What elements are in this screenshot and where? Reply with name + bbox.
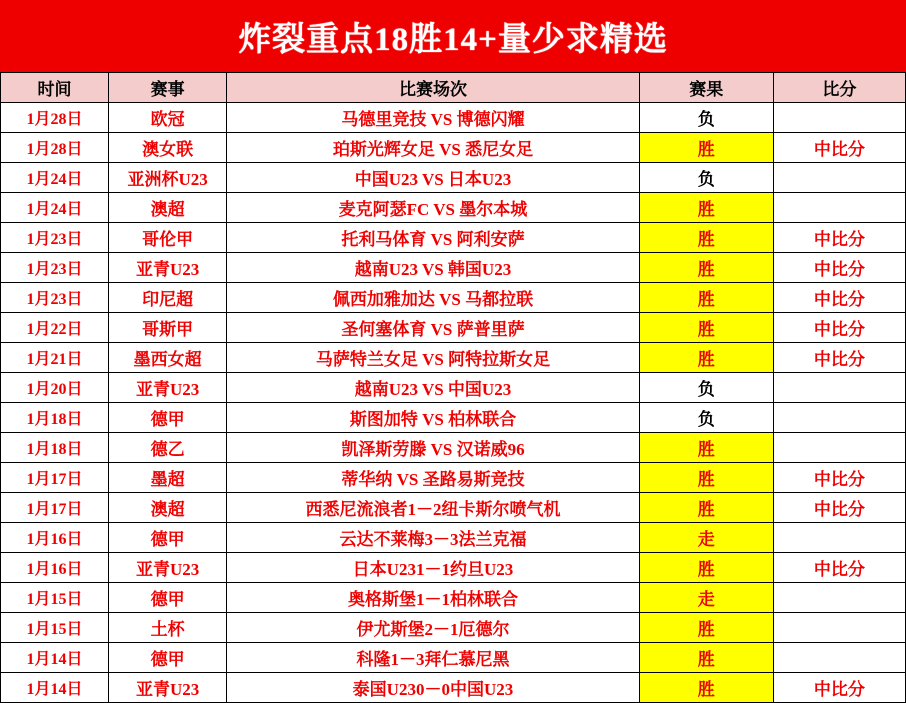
cell-match: 云达不莱梅3－3法兰克福 [227, 523, 639, 553]
cell-score [773, 643, 905, 673]
cell-league: 德甲 [109, 643, 227, 673]
table-row [1, 313, 906, 343]
cell-match: 西悉尼流浪者1－2纽卡斯尔喷气机 [227, 493, 639, 523]
table-row [1, 133, 906, 163]
cell-result: 负 [639, 163, 773, 193]
table-row [1, 193, 906, 223]
cell-league: 墨西女超 [109, 343, 227, 373]
cell-score: 中比分 [773, 463, 905, 493]
column-header-league: 赛事 [109, 73, 227, 103]
cell-league: 德甲 [109, 403, 227, 433]
cell-league: 澳超 [109, 493, 227, 523]
cell-time: 1月20日 [1, 373, 109, 403]
cell-score: 中比分 [773, 313, 905, 343]
cell-match: 珀斯光辉女足 VS 悉尼女足 [227, 133, 639, 163]
predictions-table [0, 72, 906, 703]
table-row [1, 433, 906, 463]
table-row [1, 583, 906, 613]
cell-match: 凯泽斯劳滕 VS 汉诺威96 [227, 433, 639, 463]
cell-time: 1月18日 [1, 433, 109, 463]
table-row [1, 643, 906, 673]
cell-time: 1月23日 [1, 223, 109, 253]
cell-result: 胜 [639, 673, 773, 703]
cell-score: 中比分 [773, 493, 905, 523]
cell-time: 1月24日 [1, 193, 109, 223]
cell-score: 中比分 [773, 283, 905, 313]
cell-result: 胜 [639, 193, 773, 223]
cell-match: 马德里竞技 VS 博德闪耀 [227, 103, 639, 133]
cell-league: 亚青U23 [109, 553, 227, 583]
cell-league: 德甲 [109, 523, 227, 553]
cell-time: 1月22日 [1, 313, 109, 343]
table-header [1, 73, 906, 103]
cell-time: 1月24日 [1, 163, 109, 193]
table-row [1, 613, 906, 643]
cell-result: 胜 [639, 253, 773, 283]
table-header-row [1, 73, 906, 103]
column-header-result: 赛果 [639, 73, 773, 103]
table-row [1, 463, 906, 493]
banner [0, 0, 906, 72]
cell-match: 中国U23 VS 日本U23 [227, 163, 639, 193]
cell-time: 1月23日 [1, 283, 109, 313]
cell-time: 1月18日 [1, 403, 109, 433]
table-row [1, 493, 906, 523]
cell-result: 走 [639, 523, 773, 553]
table-row [1, 283, 906, 313]
cell-score: 中比分 [773, 553, 905, 583]
cell-result: 负 [639, 373, 773, 403]
cell-result: 胜 [639, 133, 773, 163]
cell-league: 澳女联 [109, 133, 227, 163]
cell-match: 佩西加雅加达 VS 马都拉联 [227, 283, 639, 313]
cell-time: 1月28日 [1, 133, 109, 163]
cell-result: 胜 [639, 283, 773, 313]
cell-league: 印尼超 [109, 283, 227, 313]
cell-match: 斯图加特 VS 柏林联合 [227, 403, 639, 433]
cell-league: 土杯 [109, 613, 227, 643]
cell-score [773, 193, 905, 223]
cell-result: 胜 [639, 493, 773, 523]
cell-match: 伊尤斯堡2－1厄德尔 [227, 613, 639, 643]
cell-score: 中比分 [773, 253, 905, 283]
cell-result: 胜 [639, 553, 773, 583]
table-row [1, 373, 906, 403]
cell-result: 胜 [639, 313, 773, 343]
table-row [1, 553, 906, 583]
cell-time: 1月14日 [1, 673, 109, 703]
cell-match: 蒂华纳 VS 圣路易斯竞技 [227, 463, 639, 493]
column-header-match: 比赛场次 [227, 73, 639, 103]
cell-time: 1月16日 [1, 553, 109, 583]
cell-score [773, 163, 905, 193]
cell-time: 1月28日 [1, 103, 109, 133]
cell-score [773, 433, 905, 463]
cell-time: 1月14日 [1, 643, 109, 673]
cell-score [773, 523, 905, 553]
cell-result: 胜 [639, 343, 773, 373]
cell-match: 托利马体育 VS 阿利安萨 [227, 223, 639, 253]
cell-result: 胜 [639, 433, 773, 463]
cell-match: 日本U231－1约旦U23 [227, 553, 639, 583]
table-row [1, 163, 906, 193]
cell-league: 亚洲杯U23 [109, 163, 227, 193]
cell-score [773, 373, 905, 403]
cell-league: 哥伦甲 [109, 223, 227, 253]
cell-match: 马萨特兰女足 VS 阿特拉斯女足 [227, 343, 639, 373]
cell-match: 泰国U230－0中国U23 [227, 673, 639, 703]
cell-score [773, 613, 905, 643]
table-row [1, 103, 906, 133]
cell-score: 中比分 [773, 223, 905, 253]
table-row [1, 523, 906, 553]
cell-match: 奥格斯堡1－1柏林联合 [227, 583, 639, 613]
column-header-score: 比分 [773, 73, 905, 103]
cell-league: 德甲 [109, 583, 227, 613]
cell-result: 走 [639, 583, 773, 613]
cell-league: 欧冠 [109, 103, 227, 133]
table-row [1, 253, 906, 283]
cell-league: 哥斯甲 [109, 313, 227, 343]
table-row [1, 343, 906, 373]
table-body [1, 103, 906, 703]
cell-time: 1月17日 [1, 493, 109, 523]
cell-league: 亚青U23 [109, 373, 227, 403]
cell-score: 中比分 [773, 343, 905, 373]
cell-result: 胜 [639, 223, 773, 253]
cell-league: 亚青U23 [109, 253, 227, 283]
cell-league: 墨超 [109, 463, 227, 493]
cell-score [773, 403, 905, 433]
cell-match: 越南U23 VS 中国U23 [227, 373, 639, 403]
cell-time: 1月17日 [1, 463, 109, 493]
cell-time: 1月21日 [1, 343, 109, 373]
cell-match: 圣何塞体育 VS 萨普里萨 [227, 313, 639, 343]
cell-score: 中比分 [773, 133, 905, 163]
column-header-time: 时间 [1, 73, 109, 103]
cell-result: 胜 [639, 613, 773, 643]
table-row [1, 403, 906, 433]
cell-result: 胜 [639, 643, 773, 673]
cell-time: 1月23日 [1, 253, 109, 283]
cell-result: 负 [639, 403, 773, 433]
cell-score [773, 583, 905, 613]
cell-match: 越南U23 VS 韩国U23 [227, 253, 639, 283]
banner-title: 炸裂重点18胜14+量少求精选 [238, 21, 668, 58]
cell-result: 胜 [639, 463, 773, 493]
table-row [1, 223, 906, 253]
cell-score: 中比分 [773, 673, 905, 703]
cell-time: 1月16日 [1, 523, 109, 553]
cell-league: 亚青U23 [109, 673, 227, 703]
cell-match: 科隆1－3拜仁慕尼黑 [227, 643, 639, 673]
cell-result: 负 [639, 103, 773, 133]
cell-time: 1月15日 [1, 613, 109, 643]
cell-match: 麦克阿瑟FC VS 墨尔本城 [227, 193, 639, 223]
cell-score [773, 103, 905, 133]
cell-league: 德乙 [109, 433, 227, 463]
cell-time: 1月15日 [1, 583, 109, 613]
cell-league: 澳超 [109, 193, 227, 223]
table-row [1, 673, 906, 703]
